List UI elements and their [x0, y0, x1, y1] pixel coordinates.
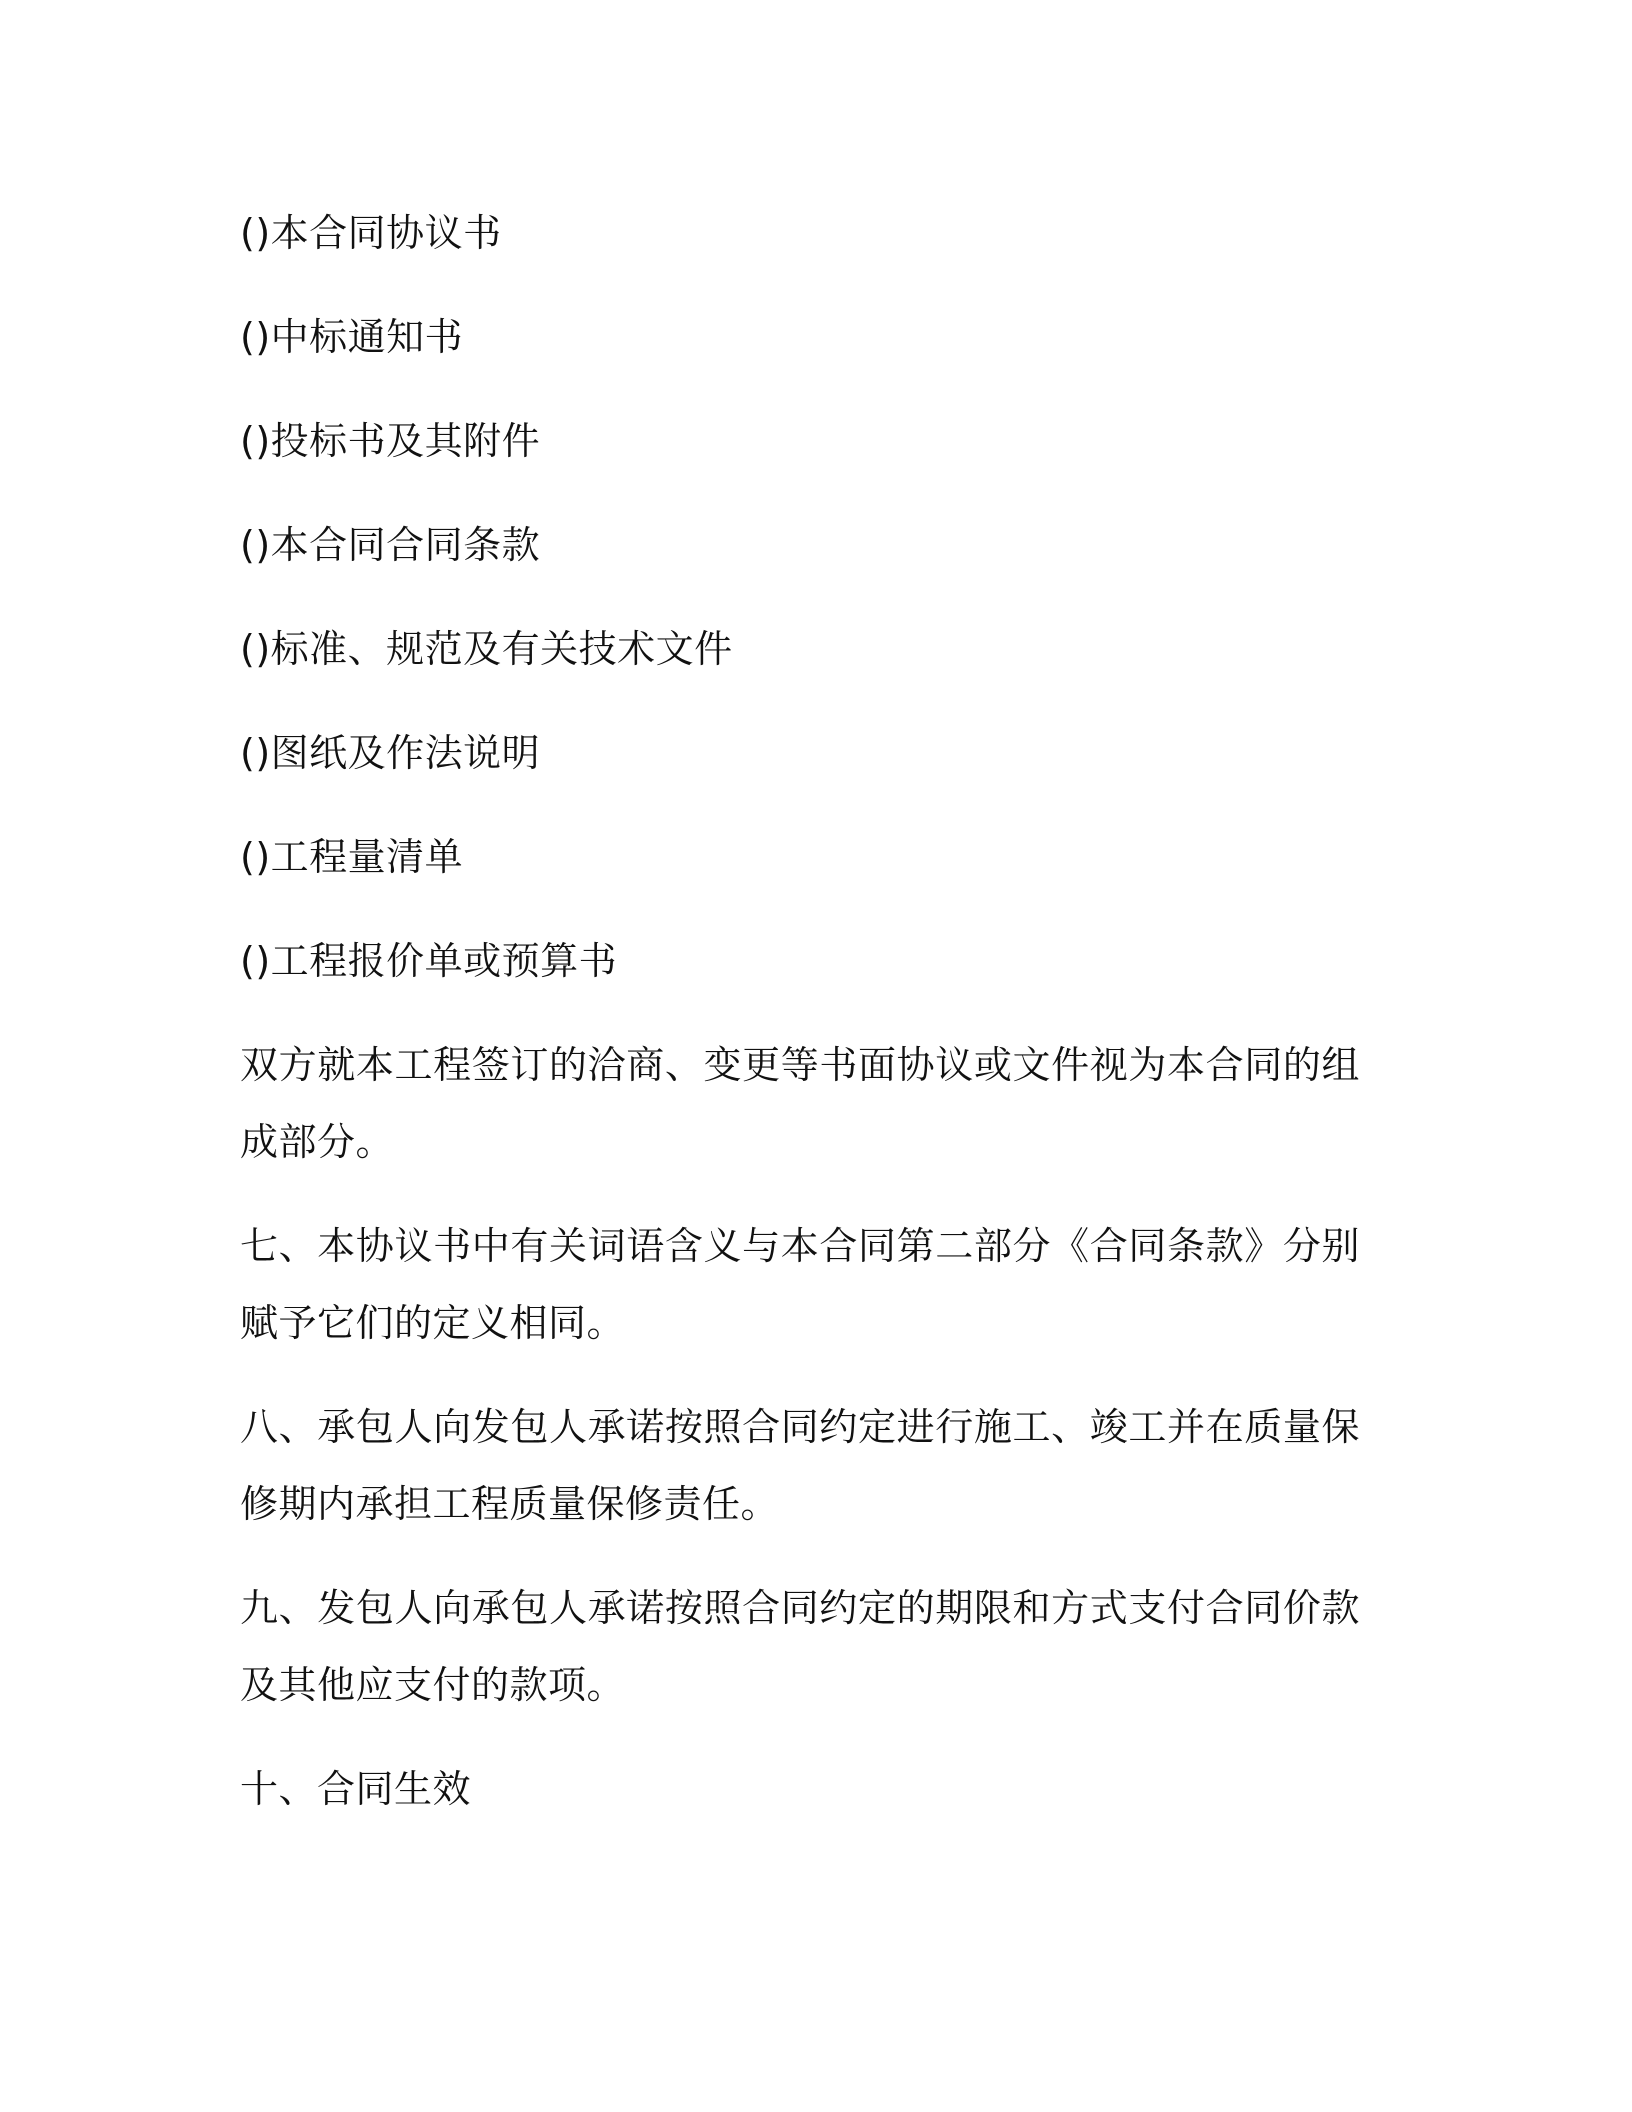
contract-document-item-bill-of-quantities: ()工程量清单 — [240, 835, 464, 879]
contract-document-item-standards: ()标准、规范及有关技术文件 — [240, 627, 733, 671]
paragraph-amendments: 双方就本工程签订的洽商、变更等书面协议或文件视为本合同的组成部分。 — [240, 1043, 1360, 1164]
paragraph-clause-7: 七、本协议书中有关词语含义与本合同第二部分《合同条款》分别赋予它们的定义相同。 — [240, 1224, 1360, 1345]
paragraph-clause-8: 八、承包人向发包人承诺按照合同约定进行施工、竣工并在质量保修期内承担工程质量保修责任。 — [240, 1405, 1360, 1526]
contract-document-item-agreement: ()本合同协议书 — [240, 211, 502, 255]
contract-document-item-terms: ()本合同合同条款 — [240, 523, 541, 567]
contract-document-item-quotation: ()工程报价单或预算书 — [240, 939, 618, 983]
paragraph-clause-9: 九、发包人向承包人承诺按照合同约定的期限和方式支付合同价款及其他应支付的款项。 — [240, 1586, 1360, 1707]
contract-document-item-award-notice: ()中标通知书 — [240, 315, 464, 359]
contract-document-item-drawings: ()图纸及作法说明 — [240, 731, 541, 775]
contract-document-item-bid: ()投标书及其附件 — [240, 419, 541, 463]
document-body — [240, 195, 1360, 1855]
paragraph-clause-10-heading: 十、合同生效 — [240, 1767, 472, 1811]
